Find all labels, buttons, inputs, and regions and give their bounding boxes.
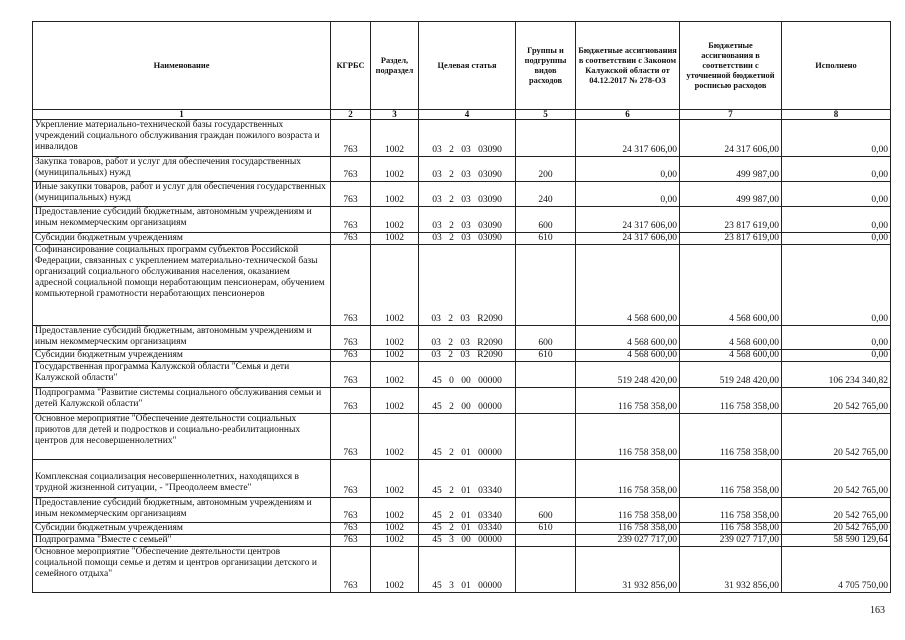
row-target: 03 2 03 R2090	[419, 326, 516, 350]
row-executed: 0,00	[782, 326, 891, 350]
row-name: Предоставление субсидий бюджетным, автономным учреждениям и иным некоммерческим организациям	[33, 498, 331, 523]
row-section: 1002	[371, 535, 419, 547]
table-row	[33, 182, 891, 207]
row-executed: 20 542 765,00	[782, 460, 891, 498]
row-name: Субсидии бюджетным учреждениям	[33, 233, 331, 245]
row-name: Государственная программа Калужской области "Семья и дети Калужской области"	[33, 362, 331, 388]
row-law: 24 317 606,00	[576, 120, 680, 157]
row-group: 610	[516, 350, 576, 362]
header-section: Раздел, подраздел	[371, 22, 419, 110]
row-name: Субсидии бюджетным учреждениям	[33, 523, 331, 535]
column-number: 1	[33, 110, 331, 120]
row-name: Комплексная социализация несовершеннолетних, находящихся в трудной жизненной ситуации, - "Преодолеем вместе"	[33, 460, 331, 498]
row-section: 1002	[371, 414, 419, 460]
row-kgrbs: 763	[331, 245, 371, 326]
table-row	[33, 157, 891, 182]
row-executed: 4 705 750,00	[782, 547, 891, 593]
row-refined: 4 568 600,00	[680, 245, 782, 326]
row-kgrbs: 763	[331, 523, 371, 535]
row-executed: 20 542 765,00	[782, 523, 891, 535]
row-name: Предоставление субсидий бюджетным, автономным учреждениям и иным некоммерческим организациям	[33, 326, 331, 350]
header-law: Бюджетные ассигнования в соответствии с Законом Калужской области от 04.12.2017 № 278-ОЗ	[576, 22, 680, 110]
row-target: 45 2 01 00000	[419, 414, 516, 460]
row-refined: 24 317 606,00	[680, 120, 782, 157]
row-section: 1002	[371, 182, 419, 207]
row-executed: 0,00	[782, 120, 891, 157]
row-executed: 0,00	[782, 207, 891, 233]
row-name: Софинансирование социальных программ субъектов Российской Федерации, связанных с укреплением материально-технической базы организаций социального обслуживания населения, оказанием адресной социальной помощи неработающим пенсионерам, обучением компьютерной грамотности неработающих пенсионеров	[33, 245, 331, 326]
row-section: 1002	[371, 388, 419, 414]
column-number: 6	[576, 110, 680, 120]
column-number: 5	[516, 110, 576, 120]
header-name: Наименование	[33, 22, 331, 110]
row-section: 1002	[371, 207, 419, 233]
row-name: Основное мероприятие "Обеспечение деятельности центров социальной помощи семье и детям и центров организации детского и семейного отдыха"	[33, 547, 331, 593]
row-group	[516, 362, 576, 388]
row-target: 45 3 01 00000	[419, 547, 516, 593]
row-kgrbs: 763	[331, 414, 371, 460]
row-group: 200	[516, 157, 576, 182]
row-section: 1002	[371, 326, 419, 350]
row-law: 116 758 358,00	[576, 523, 680, 535]
column-number: 2	[331, 110, 371, 120]
header-target: Целевая статья	[419, 22, 516, 110]
row-refined: 116 758 358,00	[680, 414, 782, 460]
row-law: 31 932 856,00	[576, 547, 680, 593]
row-section: 1002	[371, 523, 419, 535]
row-executed: 20 542 765,00	[782, 498, 891, 523]
header-refined: Бюджетные ассигнования в соответствии с уточненной бюджетной росписью расходов	[680, 22, 782, 110]
row-group	[516, 120, 576, 157]
row-target: 03 2 03 R2090	[419, 245, 516, 326]
row-law: 24 317 606,00	[576, 233, 680, 245]
table-row	[33, 233, 891, 245]
table-row	[33, 245, 891, 326]
row-group	[516, 547, 576, 593]
row-section: 1002	[371, 157, 419, 182]
row-law: 0,00	[576, 157, 680, 182]
page-number: 163	[870, 605, 885, 616]
row-refined: 116 758 358,00	[680, 523, 782, 535]
row-executed: 20 542 765,00	[782, 414, 891, 460]
table-row	[33, 326, 891, 350]
row-refined: 31 932 856,00	[680, 547, 782, 593]
row-target: 03 2 03 R2090	[419, 350, 516, 362]
row-refined: 4 568 600,00	[680, 350, 782, 362]
row-name: Укрепление материально-технической базы государственных учреждений социального обслуживания граждан пожилого возраста и инвалидов	[33, 120, 331, 157]
row-law: 116 758 358,00	[576, 388, 680, 414]
row-refined: 23 817 619,00	[680, 233, 782, 245]
table-row	[33, 388, 891, 414]
row-group: 600	[516, 207, 576, 233]
row-executed: 106 234 340,82	[782, 362, 891, 388]
row-kgrbs: 763	[331, 233, 371, 245]
row-section: 1002	[371, 460, 419, 498]
row-executed: 0,00	[782, 157, 891, 182]
row-group	[516, 414, 576, 460]
row-target: 03 2 03 03090	[419, 157, 516, 182]
row-law: 116 758 358,00	[576, 498, 680, 523]
table-row	[33, 350, 891, 362]
row-target: 45 3 00 00000	[419, 535, 516, 547]
row-group: 600	[516, 498, 576, 523]
row-law: 116 758 358,00	[576, 460, 680, 498]
row-target: 03 2 03 03090	[419, 233, 516, 245]
column-number: 8	[782, 110, 891, 120]
row-law: 24 317 606,00	[576, 207, 680, 233]
row-target: 03 2 03 03090	[419, 120, 516, 157]
table-row	[33, 207, 891, 233]
row-kgrbs: 763	[331, 388, 371, 414]
row-law: 239 027 717,00	[576, 535, 680, 547]
row-refined: 4 568 600,00	[680, 326, 782, 350]
row-name: Закупка товаров, работ и услуг для обеспечения государственных (муниципальных) нужд	[33, 157, 331, 182]
header-groups: Группы и подгруппы видов расходов	[516, 22, 576, 110]
row-group	[516, 535, 576, 547]
row-group	[516, 460, 576, 498]
row-refined: 499 987,00	[680, 157, 782, 182]
table-row	[33, 535, 891, 547]
row-section: 1002	[371, 233, 419, 245]
header-row	[33, 22, 891, 110]
row-name: Иные закупки товаров, работ и услуг для обеспечения государственных (муниципальных) нужд	[33, 182, 331, 207]
row-section: 1002	[371, 245, 419, 326]
table-row	[33, 414, 891, 460]
row-refined: 499 987,00	[680, 182, 782, 207]
row-group: 610	[516, 523, 576, 535]
table-row	[33, 460, 891, 498]
row-group	[516, 388, 576, 414]
row-kgrbs: 763	[331, 120, 371, 157]
row-target: 45 2 01 03340	[419, 523, 516, 535]
table-row	[33, 498, 891, 523]
row-name: Подпрограмма "Вместе с семьей"	[33, 535, 331, 547]
row-section: 1002	[371, 120, 419, 157]
row-refined: 116 758 358,00	[680, 388, 782, 414]
row-executed: 0,00	[782, 182, 891, 207]
row-group: 240	[516, 182, 576, 207]
row-executed: 0,00	[782, 233, 891, 245]
row-law: 519 248 420,00	[576, 362, 680, 388]
row-target: 03 2 03 03090	[419, 182, 516, 207]
row-section: 1002	[371, 498, 419, 523]
row-name: Субсидии бюджетным учреждениям	[33, 350, 331, 362]
row-target: 45 2 01 03340	[419, 460, 516, 498]
column-number: 3	[371, 110, 419, 120]
row-refined: 519 248 420,00	[680, 362, 782, 388]
row-law: 0,00	[576, 182, 680, 207]
row-law: 4 568 600,00	[576, 245, 680, 326]
row-group	[516, 245, 576, 326]
row-refined: 116 758 358,00	[680, 460, 782, 498]
row-target: 45 2 00 00000	[419, 388, 516, 414]
row-kgrbs: 763	[331, 207, 371, 233]
row-kgrbs: 763	[331, 157, 371, 182]
row-refined: 239 027 717,00	[680, 535, 782, 547]
row-refined: 23 817 619,00	[680, 207, 782, 233]
table-row	[33, 362, 891, 388]
row-law: 4 568 600,00	[576, 326, 680, 350]
row-executed: 0,00	[782, 350, 891, 362]
row-refined: 116 758 358,00	[680, 498, 782, 523]
row-section: 1002	[371, 547, 419, 593]
table-row	[33, 547, 891, 593]
row-executed: 0,00	[782, 245, 891, 326]
row-law: 4 568 600,00	[576, 350, 680, 362]
row-kgrbs: 763	[331, 362, 371, 388]
row-kgrbs: 763	[331, 498, 371, 523]
budget-table	[32, 21, 891, 593]
row-kgrbs: 763	[331, 460, 371, 498]
row-target: 45 2 01 03340	[419, 498, 516, 523]
row-kgrbs: 763	[331, 326, 371, 350]
row-target: 03 2 03 03090	[419, 207, 516, 233]
row-name: Подпрограмма "Развитие системы социального обслуживания семьи и детей Калужской области"	[33, 388, 331, 414]
table-row	[33, 523, 891, 535]
row-section: 1002	[371, 350, 419, 362]
row-kgrbs: 763	[331, 182, 371, 207]
row-section: 1002	[371, 362, 419, 388]
row-name: Основное мероприятие "Обеспечение деятельности социальных приютов для детей и подростков и социально-реабилитационных центров для несовершеннолетних"	[33, 414, 331, 460]
column-number-row	[33, 110, 891, 120]
row-kgrbs: 763	[331, 547, 371, 593]
row-executed: 58 590 129,64	[782, 535, 891, 547]
row-kgrbs: 763	[331, 350, 371, 362]
column-number: 4	[419, 110, 516, 120]
column-number: 7	[680, 110, 782, 120]
row-target: 45 0 00 00000	[419, 362, 516, 388]
row-group: 610	[516, 233, 576, 245]
row-kgrbs: 763	[331, 535, 371, 547]
row-group: 600	[516, 326, 576, 350]
header-kgrbs: КГРБС	[331, 22, 371, 110]
row-law: 116 758 358,00	[576, 414, 680, 460]
table-row	[33, 120, 891, 157]
row-name: Предоставление субсидий бюджетным, автономным учреждениям и иным некоммерческим организациям	[33, 207, 331, 233]
header-executed: Исполнено	[782, 22, 891, 110]
row-executed: 20 542 765,00	[782, 388, 891, 414]
